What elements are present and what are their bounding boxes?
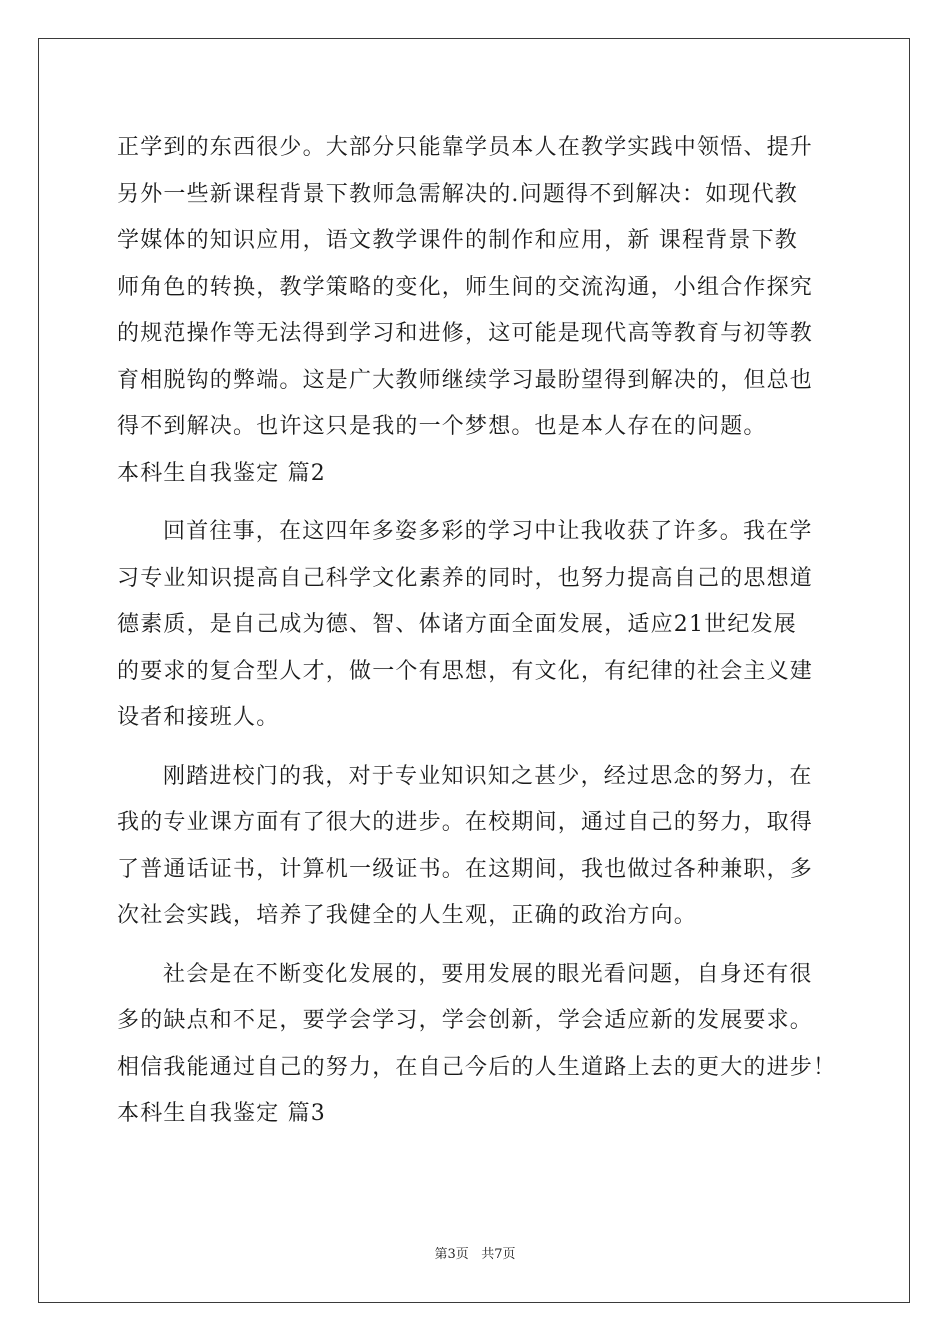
- body-line: 社会是在不断变化发展的，要用发展的眼光看问题，自身还有很: [163, 961, 813, 987]
- page-footer: [0, 1243, 950, 1262]
- body-line: 的要求的复合型人才，做一个有思想，有文化，有纪律的社会主义建: [117, 658, 814, 684]
- body-line: 育相脱钩的弊端。这是广大教师继续学习最盼望得到解决的，但总也: [117, 367, 814, 393]
- body-line: 相信我能通过自己的努力，在自己今后的人生道路上去的更大的进步！: [117, 1054, 837, 1080]
- body-line: 刚踏进校门的我，对于专业知识知之甚少，经过思念的努力，在: [163, 763, 813, 789]
- page-total: 共7页: [481, 1247, 516, 1262]
- body-line: 习专业知识提高自己科学文化素养的同时，也努力提高自己的思想道: [117, 565, 814, 591]
- section-heading-3: 本科生自我鉴定 篇3: [117, 1101, 326, 1126]
- body-line: 德素质，是自己成为德、智、体诸方面全面发展，适应21世纪发展: [117, 612, 797, 637]
- body-line: 的规范操作等无法得到学习和进修，这可能是现代高等教育与初等教: [117, 321, 814, 346]
- body-line: 师角色的转换，教学策略的变化，师生间的交流沟通，小组合作探究: [117, 274, 814, 300]
- body-line: 了普通话证书，计算机一级证书。在这期间，我也做过各种兼职，多: [117, 856, 814, 882]
- body-line: 次社会实践，培养了我健全的人生观，正确的政治方向。: [117, 903, 698, 928]
- body-line: 多的缺点和不足，要学会学习，学会创新，学会适应新的发展要求。: [117, 1008, 814, 1033]
- page-number: 第3页: [434, 1247, 469, 1262]
- section-heading-2: 本科生自我鉴定 篇2: [117, 460, 326, 486]
- body-line: 设者和接班人。: [117, 705, 280, 730]
- body-line: 另外一些新课程背景下教师急需解决的.问题得不到解决：如现代教: [117, 181, 798, 207]
- body-line: 得不到解决。也许这只是我的一个梦想。也是本人存在的问题。: [117, 414, 767, 439]
- body-line: 学媒体的知识应用，语文教学课件的制作和应用，新 课程背景下教: [117, 228, 798, 253]
- body-line: 回首往事，在这四年多姿多彩的学习中让我收获了许多。我在学: [163, 519, 813, 544]
- document-body: [117, 128, 835, 1141]
- body-line: 我的专业课方面有了很大的进步。在校期间，通过自己的努力，取得: [117, 810, 814, 835]
- body-line: 正学到的东西很少。大部分只能靠学员本人在教学实践中领悟、提升: [117, 135, 814, 160]
